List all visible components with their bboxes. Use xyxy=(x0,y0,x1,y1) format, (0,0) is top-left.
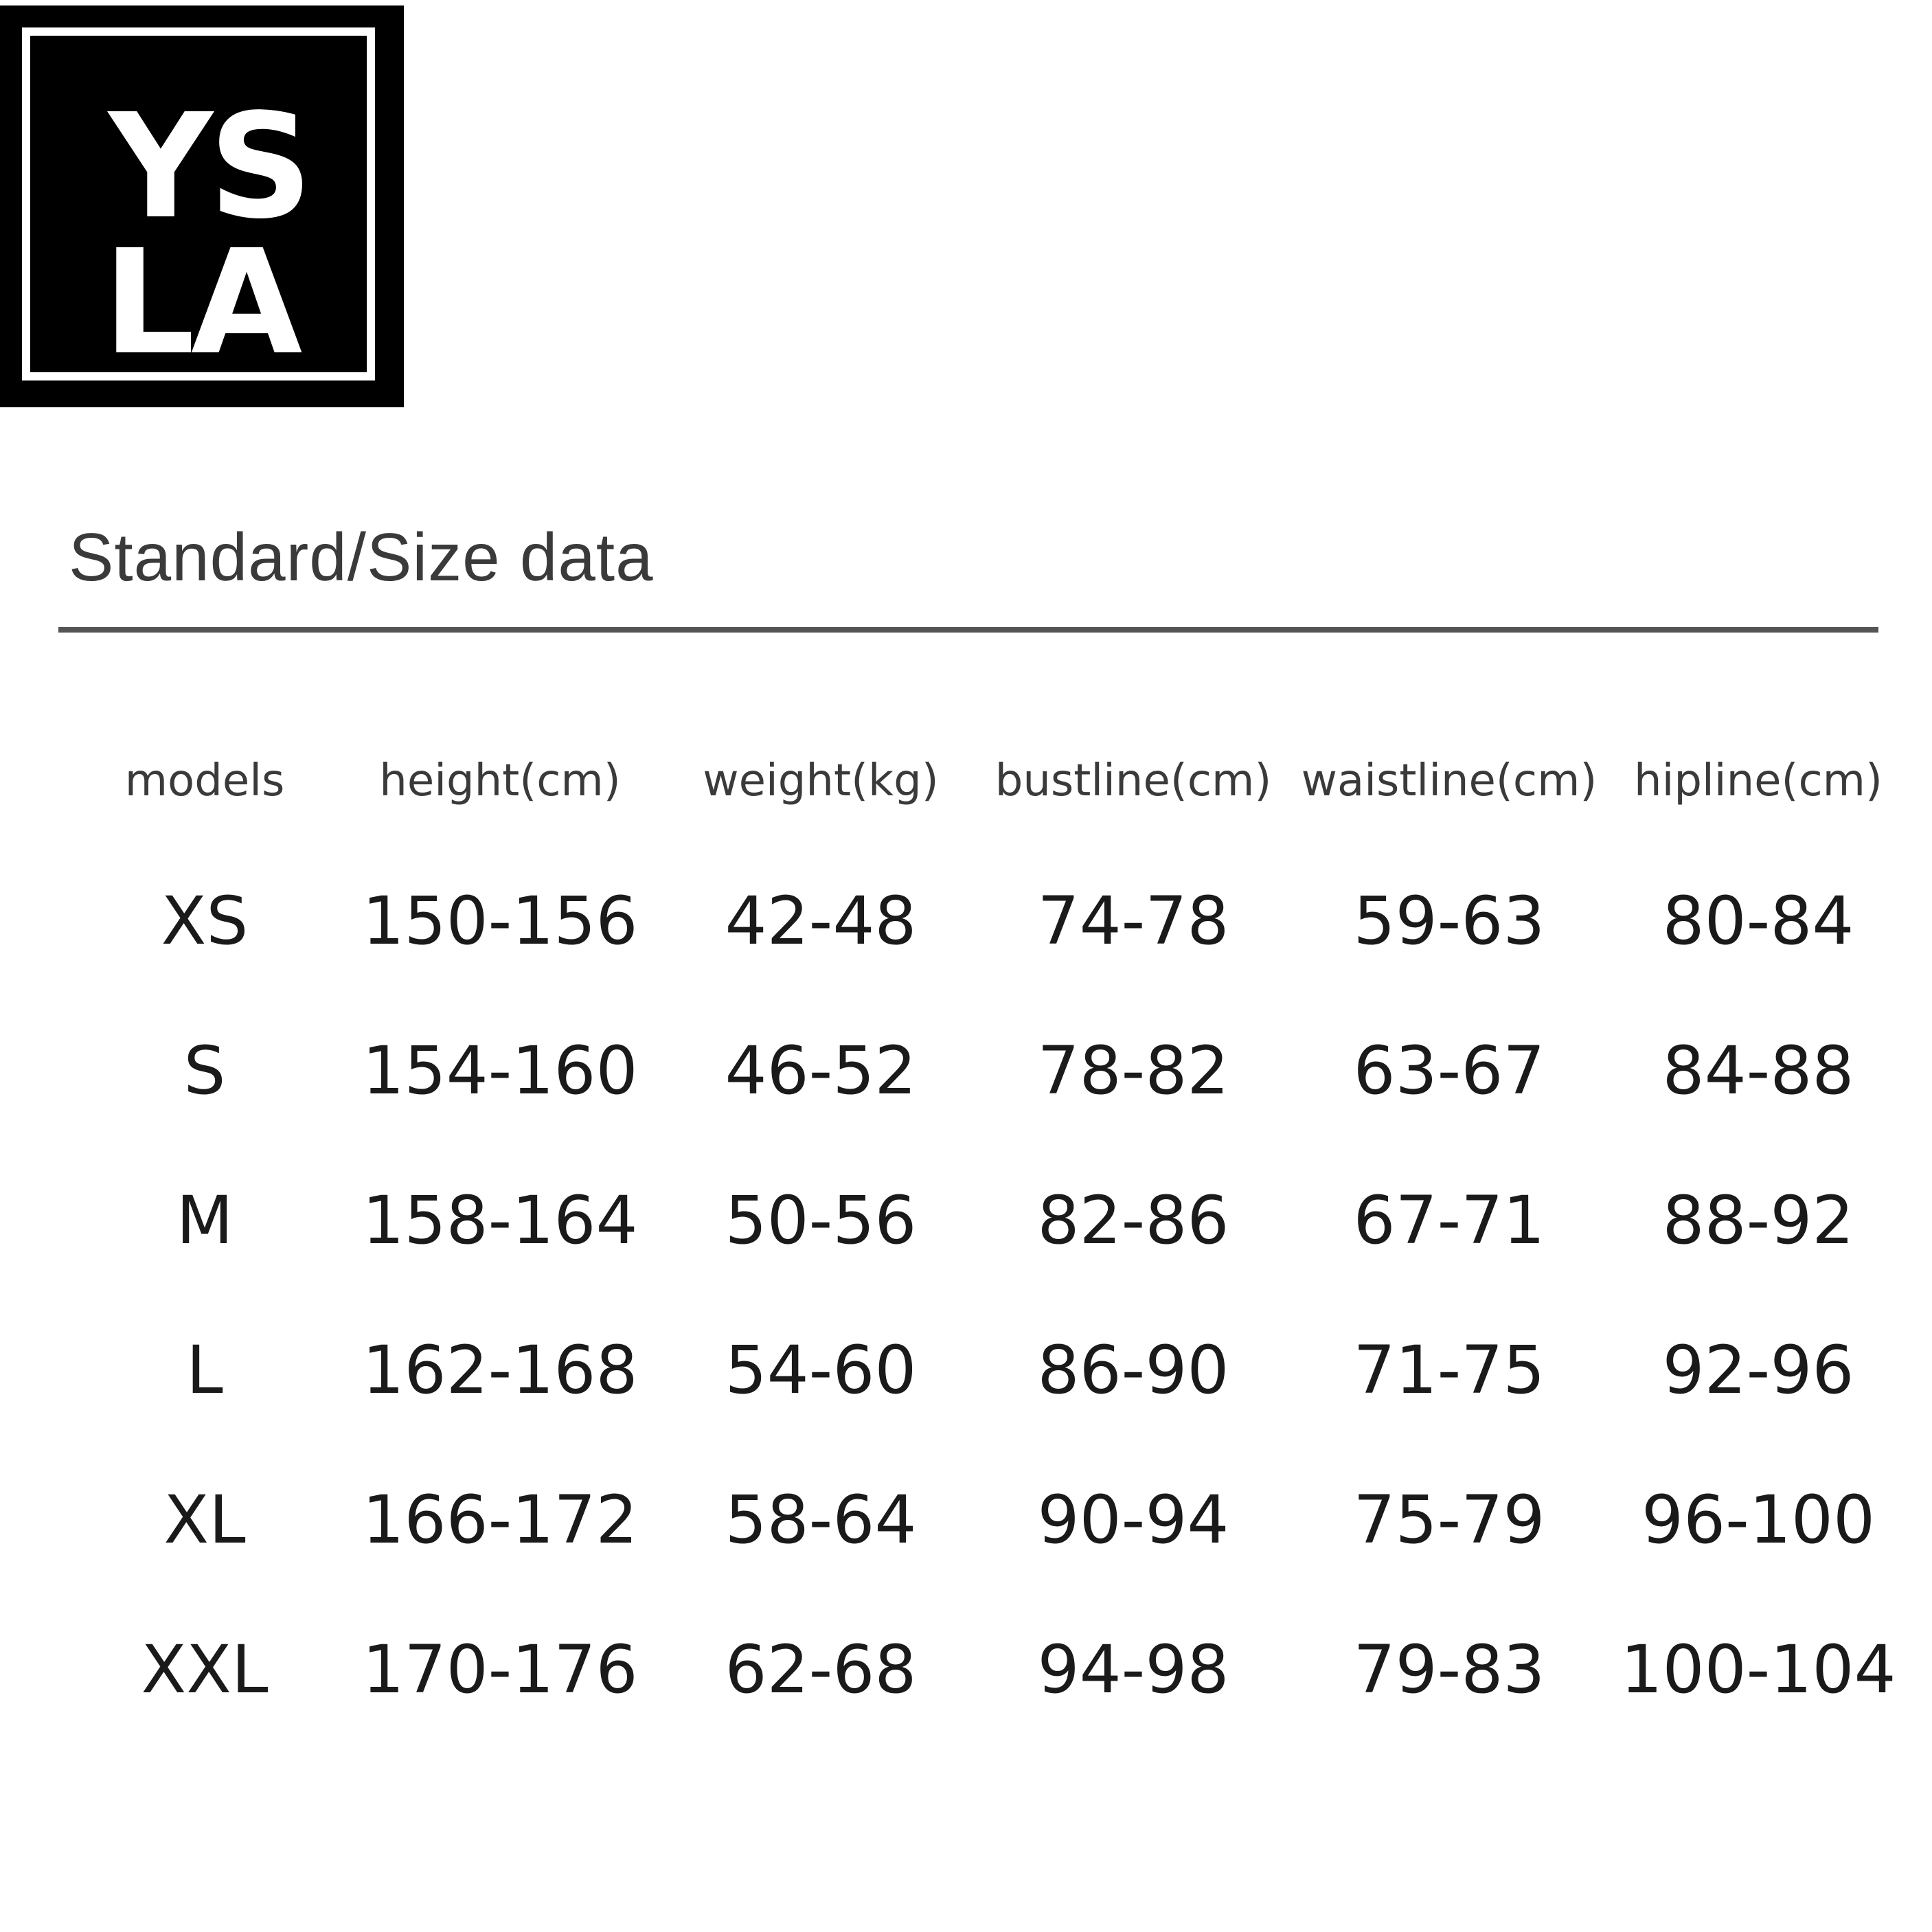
column-header-waistline: waistline(cm) xyxy=(1301,755,1598,806)
table-cell-hipline: 88-92 xyxy=(1662,1182,1854,1259)
table-cell-weight: 50-56 xyxy=(725,1182,917,1259)
table-cell-height: 166-172 xyxy=(362,1481,638,1558)
table-cell-height: 162-168 xyxy=(362,1332,638,1409)
table-cell-waistline: 67-71 xyxy=(1353,1182,1545,1259)
table-cell-hipline: 80-84 xyxy=(1662,883,1854,959)
logo-text-line2: LA xyxy=(103,218,299,387)
table-cell-weight: 54-60 xyxy=(725,1332,917,1409)
column-header-hipline: hipline(cm) xyxy=(1634,755,1883,806)
table-cell-hipline: 84-88 xyxy=(1662,1032,1854,1109)
table-cell-weight: 62-68 xyxy=(725,1631,917,1708)
table-cell-weight: 46-52 xyxy=(725,1032,917,1109)
table-cell-size: XS xyxy=(161,883,249,959)
table-cell-bustline: 78-82 xyxy=(1037,1032,1229,1109)
table-cell-size: XL xyxy=(163,1481,246,1558)
column-header-weight: weight(kg) xyxy=(703,755,939,806)
table-cell-size: S xyxy=(183,1032,226,1109)
table-cell-size: M xyxy=(176,1182,234,1259)
table-cell-waistline: 59-63 xyxy=(1353,883,1545,959)
table-cell-size: XXL xyxy=(141,1631,269,1708)
table-cell-height: 154-160 xyxy=(362,1032,638,1109)
column-header-models: models xyxy=(124,755,285,806)
page-title: Standard/Size data xyxy=(69,519,654,595)
table-cell-waistline: 63-67 xyxy=(1353,1032,1545,1109)
table-cell-waistline: 71-75 xyxy=(1353,1332,1545,1409)
logo-text-line1: YS xyxy=(109,82,309,251)
table-cell-weight: 58-64 xyxy=(725,1481,917,1558)
table-cell-height: 150-156 xyxy=(362,883,638,959)
table-cell-height: 170-176 xyxy=(362,1631,638,1708)
table-cell-hipline: 100-104 xyxy=(1620,1631,1896,1708)
table-cell-bustline: 82-86 xyxy=(1037,1182,1229,1259)
table-cell-weight: 42-48 xyxy=(725,883,917,959)
table-cell-bustline: 94-98 xyxy=(1037,1631,1229,1708)
table-cell-height: 158-164 xyxy=(362,1182,638,1259)
table-cell-hipline: 92-96 xyxy=(1662,1332,1854,1409)
table-cell-bustline: 90-94 xyxy=(1037,1481,1229,1558)
table-cell-hipline: 96-100 xyxy=(1641,1481,1876,1558)
table-cell-waistline: 79-83 xyxy=(1353,1631,1545,1708)
table-cell-bustline: 74-78 xyxy=(1037,883,1229,959)
table-cell-bustline: 86-90 xyxy=(1037,1332,1229,1409)
column-header-height: height(cm) xyxy=(379,755,621,806)
column-header-bustline: bustline(cm) xyxy=(995,755,1272,806)
table-cell-size: L xyxy=(186,1332,223,1409)
table-cell-waistline: 75-79 xyxy=(1353,1481,1545,1558)
